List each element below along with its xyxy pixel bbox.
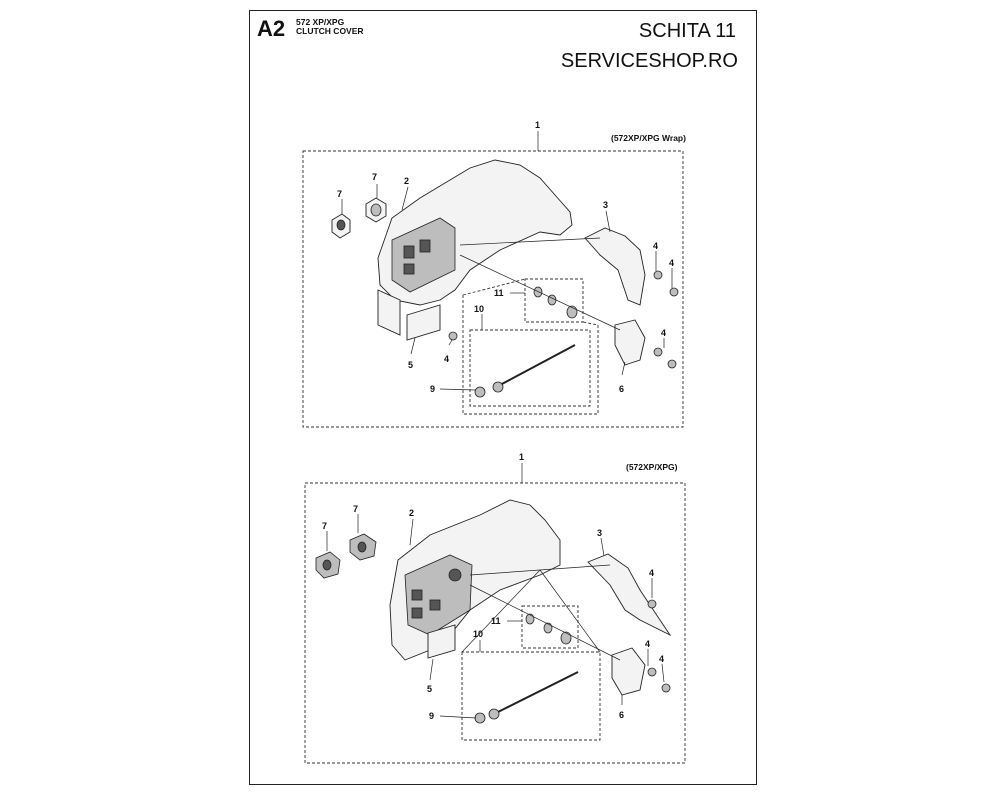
label-7a-bottom: 7	[322, 521, 328, 531]
label-4d-top: 4	[444, 354, 450, 364]
chain-catcher-3-bottom	[588, 554, 670, 635]
diagram-top	[303, 120, 686, 427]
clip-7a-bottom	[316, 552, 340, 578]
label-11-top: 11	[494, 288, 504, 298]
label-6-bottom: 6	[619, 710, 625, 720]
label-4c-bottom: 4	[659, 654, 665, 664]
label-4a-bottom: 4	[649, 568, 655, 578]
chain-catcher-3-top	[585, 228, 645, 305]
label-6-top: 6	[619, 384, 625, 394]
shop-label: SERVICESHOP.RO	[560, 50, 738, 72]
label-10-top: 10	[474, 304, 485, 314]
label-7a-top: 7	[337, 189, 343, 199]
part-6-bottom	[612, 648, 645, 695]
label-5-bottom: 5	[427, 684, 433, 694]
plate-5-top	[407, 305, 440, 340]
label-3-top: 3	[603, 200, 609, 210]
label-7b-bottom: 7	[353, 504, 359, 514]
label-7b-top: 7	[372, 172, 378, 182]
label-4b-bottom: 4	[645, 639, 651, 649]
label-4c-top: 4	[661, 328, 667, 338]
label-5-top: 5	[408, 360, 414, 370]
label-1-top: 1	[535, 120, 541, 130]
label-9-bottom: 9	[429, 711, 435, 721]
model-line-1: 572 XP/XPG	[296, 17, 345, 27]
label-9-top: 9	[430, 384, 436, 394]
label-2-bottom: 2	[409, 508, 415, 518]
schita-label: SCHITA 11	[638, 20, 736, 42]
label-11-bottom: 11	[491, 616, 501, 626]
label-2-top: 2	[404, 176, 410, 186]
section-code: A2	[257, 16, 286, 41]
label-10-bottom: 10	[473, 629, 484, 639]
model-line-2: CLUTCH COVER	[296, 26, 364, 36]
part-6-top	[615, 320, 645, 365]
clip-7b-bottom	[350, 534, 376, 560]
label-1-bottom: 1	[519, 452, 525, 462]
label-4a-top: 4	[653, 241, 659, 251]
variant-label-bottom: (572XP/XPG)	[626, 462, 678, 472]
diagram-bottom	[305, 452, 685, 763]
variant-label-top: (572XP/XPG Wrap)	[611, 133, 686, 143]
label-4b-top: 4	[669, 258, 675, 268]
label-3-bottom: 3	[597, 528, 603, 538]
